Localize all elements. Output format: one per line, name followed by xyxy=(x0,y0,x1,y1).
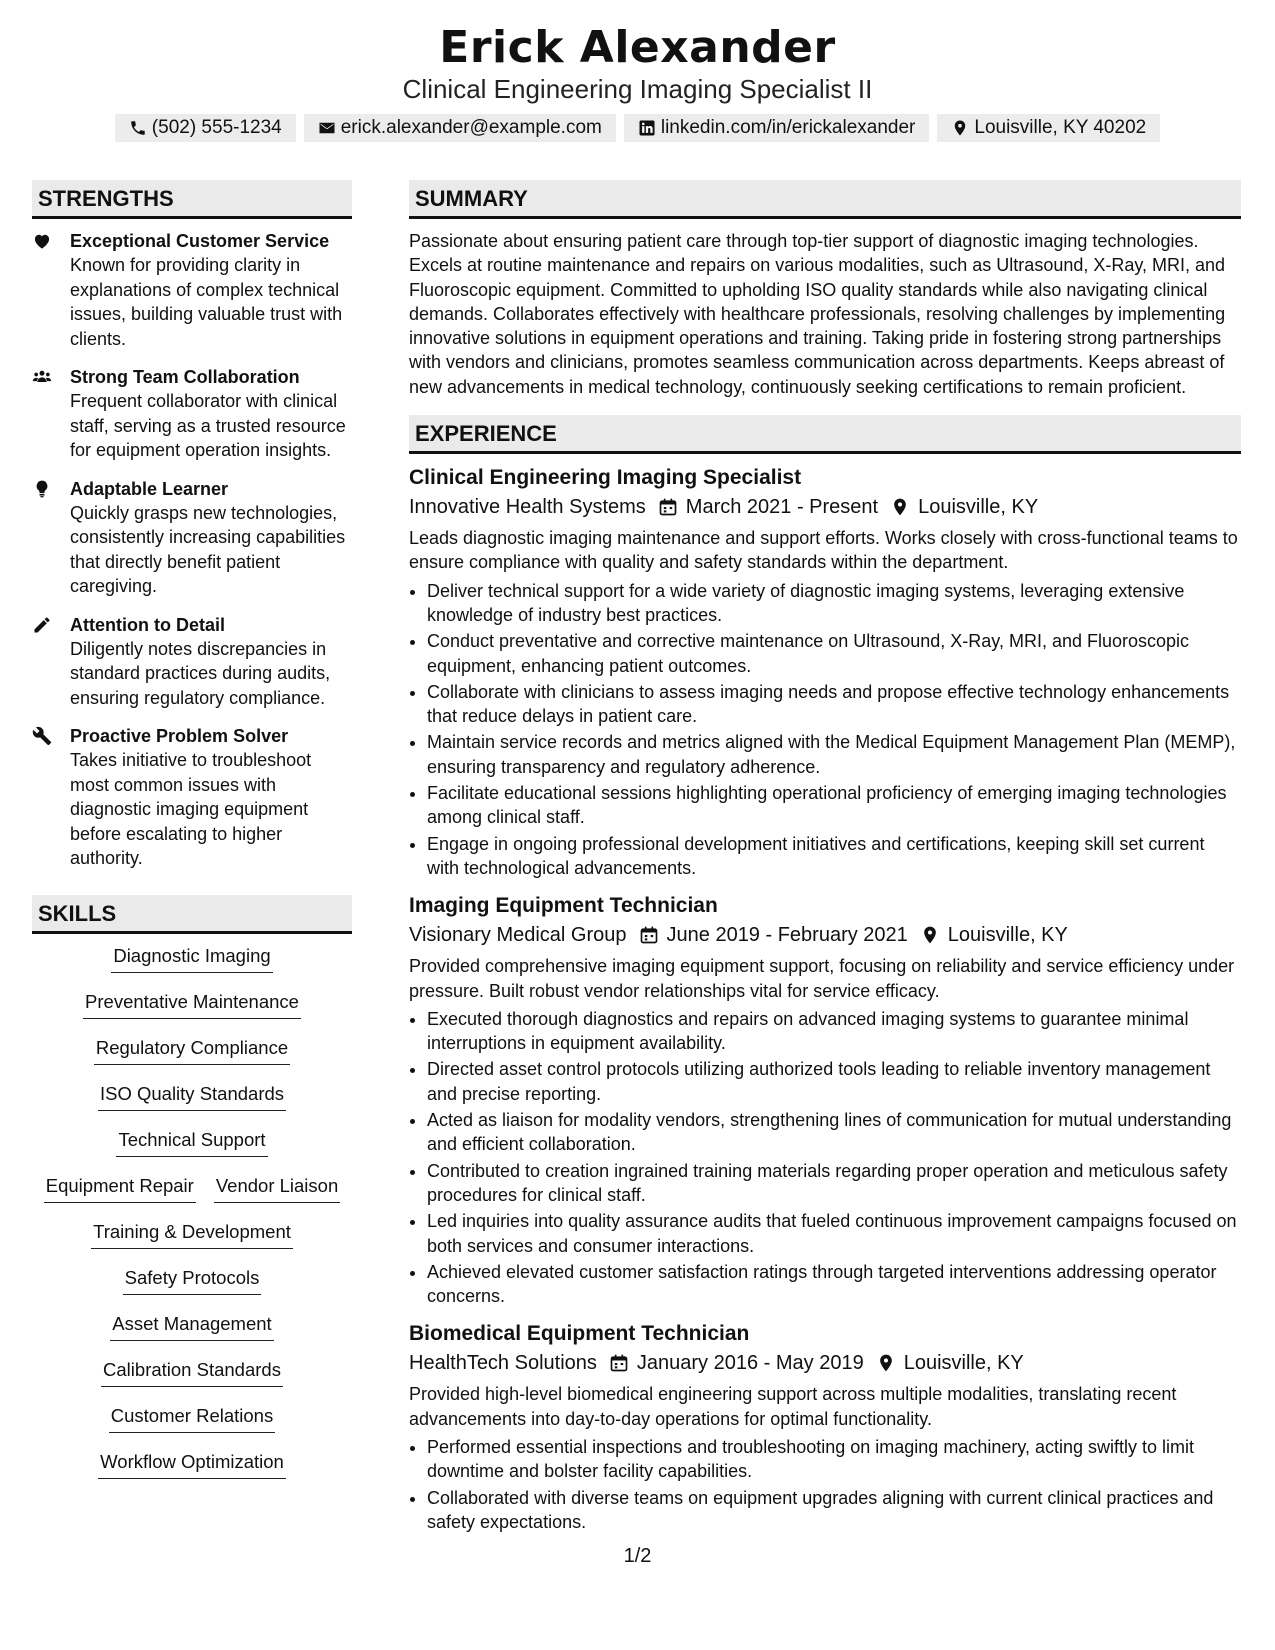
strength-title: Adaptable Learner xyxy=(70,478,229,499)
strength-item xyxy=(32,229,352,351)
contact-phone-text: (502) 555-1234 xyxy=(151,117,282,138)
job-bullet: • Contributed to creation ingrained training materials regarding proper operation and meticulous safety procedures for clinical staff. xyxy=(427,1159,1241,1208)
lightbulb-icon xyxy=(32,479,52,499)
right-column xyxy=(409,180,1241,1546)
job-bullet: • Directed asset control protocols utilizing authorized tools leading to reliable inventory management and precise reporting. xyxy=(427,1057,1241,1106)
strength-item xyxy=(32,477,352,599)
job-location: Louisville, KY xyxy=(918,496,1039,519)
job-bullet: • Conduct preventative and corrective maintenance on Ultrasound, X-Ray, MRI, and Fluoroscopic equipment, enhancing patient outcomes. xyxy=(427,629,1241,678)
strength-title: Exceptional Customer Service xyxy=(70,231,330,251)
candidate-name: Erick Alexander xyxy=(439,22,836,73)
heart-icon xyxy=(32,231,52,251)
job-bullet: • Engage in ongoing professional development initiatives and certifications, keeping skill set current with technological advancements. xyxy=(427,832,1241,881)
skill-tag: ISO Quality Standards xyxy=(98,1082,286,1111)
skill-tag: Customer Relations xyxy=(109,1404,275,1433)
strength-item xyxy=(32,724,352,871)
skills-heading: SKILLS xyxy=(32,895,352,934)
job-meta xyxy=(409,1348,1241,1378)
job-bullet: • Maintain service records and metrics aligned with the Medical Equipment Management Plan (MEMP), ensuring transparency and regulatory adherence. xyxy=(427,730,1241,779)
job-title: Clinical Engineering Imaging Specialist xyxy=(409,466,802,490)
summary-text: Passionate about ensuring patient care through top-tier support of diagnostic imaging technologies. Excels at routine maintenance and repairs on various modalities, such as Ultrasound, X-Ray, MRI, and Fluoroscopic equipment. Committed to upholding ISO quality standards while also navigating clinical demands. Collaborates effectively with healthcare professionals, resolving challenges by implementing innovative solutions in equipment operations and training. Taking pride in fostering strong partnerships with vendors and clinicians, promotes seamless communication across departments. Keeps abreast of new advancements in medical technology, continuously seeking certifications to remain proficient. xyxy=(409,231,1226,397)
job-location: Louisville, KY xyxy=(947,924,1068,947)
skill-tag: Workflow Optimization xyxy=(98,1450,286,1479)
job-bullet: • Led inquiries into quality assurance audits that fueled continuous improvement campaigns focused on both services and consumer interactions. xyxy=(427,1209,1241,1258)
left-column xyxy=(32,180,352,1496)
strength-desc: Frequent collaborator with clinical staff, serving as a trusted resource for equipment operation insights. xyxy=(70,391,346,460)
job-company: Visionary Medical Group xyxy=(409,924,627,947)
users-icon xyxy=(32,367,52,387)
strength-item xyxy=(32,613,352,711)
job-bullet: • Collaborated with diverse teams on equipment upgrades aligning with current clinical practices and safety expectations. xyxy=(427,1486,1241,1535)
strength-desc: Known for providing clarity in explanations of complex technical issues, building valuable trust with clients. xyxy=(70,255,343,349)
page-number: 1/2 xyxy=(623,1545,652,1567)
job-bullet: • Acted as liaison for modality vendors, strengthening lines of communication for mutual understanding and efficient collaboration. xyxy=(427,1108,1241,1157)
job-meta xyxy=(409,920,1241,950)
job-meta xyxy=(409,492,1241,522)
strength-title: Proactive Problem Solver xyxy=(70,726,289,746)
job-entry xyxy=(409,1320,1241,1534)
job-title: Imaging Equipment Technician xyxy=(409,894,718,918)
location-icon xyxy=(920,925,940,945)
job-bullet: • Achieved elevated customer satisfaction ratings through targeted interventions addressing operator concerns. xyxy=(427,1260,1241,1309)
location-icon xyxy=(876,1353,896,1373)
strength-title: Attention to Detail xyxy=(70,614,225,635)
job-bullet: • Performed essential inspections and troubleshooting on imaging machinery, acting swiftly to limit downtime and bolster facility capabilities. xyxy=(427,1435,1241,1484)
location-icon xyxy=(890,497,910,517)
skill-tag: Diagnostic Imaging xyxy=(111,944,272,973)
pencil-icon xyxy=(32,615,52,635)
job-description: Provided comprehensive imaging equipment support, focusing on reliability and service efficiency under pressure. Built robust vendor relationships vital for service efficacy. xyxy=(409,956,1235,1001)
contact-linkedin-text: linkedin.com/in/erickalexander xyxy=(660,117,916,138)
strength-desc: Quickly grasps new technologies, consistently increasing capabilities that directly benefit patient caregiving. xyxy=(70,502,346,596)
calendar-icon xyxy=(609,1353,629,1373)
contact-bar xyxy=(0,114,1275,142)
job-dates: January 2016 - May 2019 xyxy=(636,1352,864,1375)
job-bullets xyxy=(409,579,1241,881)
skill-tag: Training & Development xyxy=(91,1220,293,1249)
skill-tag: Vendor Liaison xyxy=(214,1174,340,1203)
strength-desc: Takes initiative to troubleshoot most common issues with diagnostic imaging equipment before escalating to higher authority. xyxy=(70,750,312,868)
contact-location-text: Louisville, KY 40202 xyxy=(974,117,1147,138)
calendar-icon xyxy=(639,925,659,945)
strength-title: Strong Team Collaboration xyxy=(70,367,300,387)
skills-list xyxy=(32,944,352,1479)
job-entry xyxy=(409,892,1241,1308)
skill-tag: Preventative Maintenance xyxy=(83,990,301,1019)
location-icon xyxy=(951,119,969,137)
linkedin-icon xyxy=(638,119,656,137)
contact-phone[interactable] xyxy=(115,114,296,142)
phone-icon xyxy=(129,119,147,137)
contact-email-text: erick.alexander@example.com xyxy=(340,117,602,138)
job-company: HealthTech Solutions xyxy=(409,1352,597,1375)
contact-location[interactable] xyxy=(937,114,1160,142)
job-entry xyxy=(409,464,1241,880)
job-description: Leads diagnostic imaging maintenance and support efforts. Works closely with cross-functional teams to ensure compliance with quality and safety standards within the department. xyxy=(409,528,1238,573)
experience-heading: EXPERIENCE xyxy=(409,415,1241,454)
candidate-title: Clinical Engineering Imaging Specialist II xyxy=(402,74,873,104)
job-dates: June 2019 - February 2021 xyxy=(666,924,908,947)
strengths-heading: STRENGTHS xyxy=(32,180,352,219)
skill-tag: Calibration Standards xyxy=(101,1358,283,1387)
skill-tag: Equipment Repair xyxy=(44,1174,196,1203)
job-bullet: • Deliver technical support for a wide variety of diagnostic imaging systems, leveraging extensive knowledge of industry best practices. xyxy=(427,579,1241,628)
job-bullet: • Facilitate educational sessions highlighting operational proficiency of emerging imaging technologies among clinical staff. xyxy=(427,781,1241,830)
job-bullet: • Executed thorough diagnostics and repairs on advanced imaging systems to guarantee minimal interruptions in equipment availability. xyxy=(427,1007,1241,1056)
calendar-icon xyxy=(658,497,678,517)
strength-item xyxy=(32,365,352,463)
wrench-icon xyxy=(32,726,52,746)
job-company: Innovative Health Systems xyxy=(409,496,646,519)
skill-tag: Asset Management xyxy=(110,1312,273,1341)
contact-linkedin[interactable] xyxy=(624,114,930,142)
skill-tag: Regulatory Compliance xyxy=(94,1036,290,1065)
job-location: Louisville, KY xyxy=(903,1352,1024,1375)
job-bullets xyxy=(409,1007,1241,1309)
contact-email[interactable] xyxy=(304,114,616,142)
skill-tag: Technical Support xyxy=(116,1128,267,1157)
job-bullets xyxy=(409,1435,1241,1534)
strength-desc: Diligently notes discrepancies in standard practices during audits, ensuring regulatory compliance. xyxy=(70,638,331,708)
job-title: Biomedical Equipment Technician xyxy=(409,1322,750,1346)
summary-heading: SUMMARY xyxy=(409,180,1241,219)
job-description: Provided high-level biomedical engineering support across multiple modalities, translating recent advancements into day-to-day operations for optimal functionality. xyxy=(409,1384,1177,1429)
email-icon xyxy=(318,119,336,137)
job-dates: March 2021 - Present xyxy=(685,496,879,519)
job-bullet: • Collaborate with clinicians to assess imaging needs and propose effective technology enhancements that reduce delays in patient care. xyxy=(427,680,1241,729)
skill-tag: Safety Protocols xyxy=(123,1266,262,1295)
